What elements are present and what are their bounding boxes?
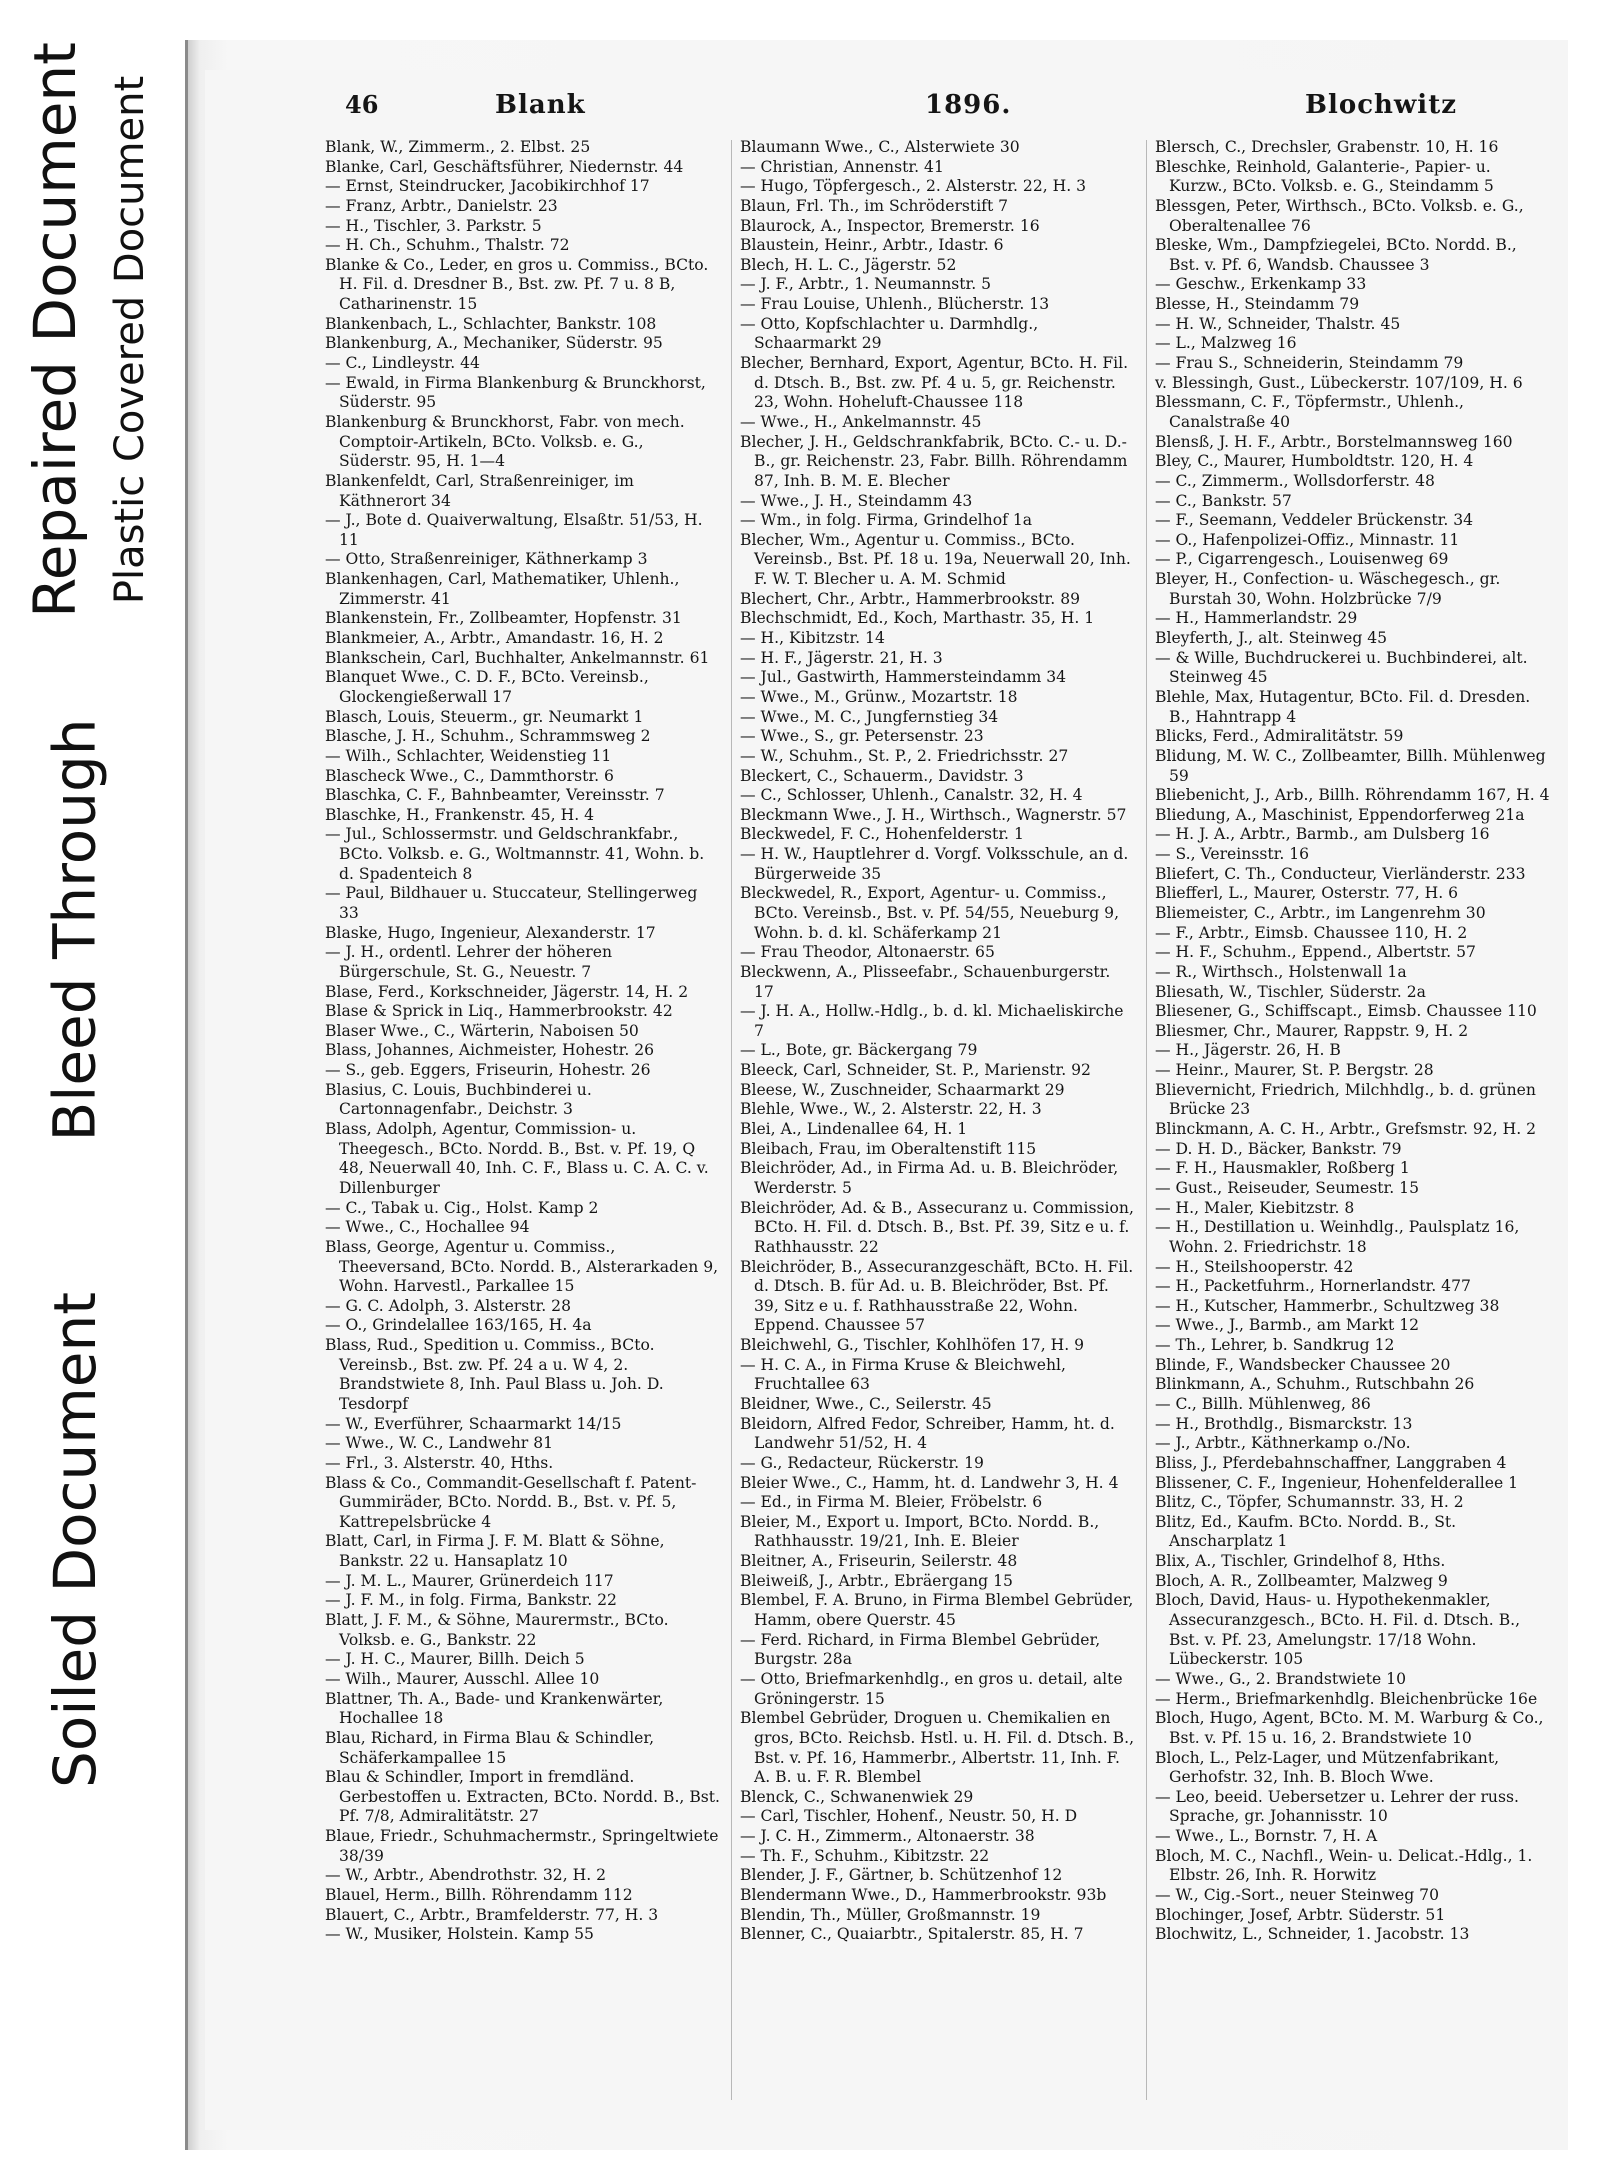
directory-entry: Bleichwehl, G., Tischler, Kohlhöfen 17, H. 9	[740, 1336, 1085, 1355]
directory-entry: — W., Everführer, Schaarmarkt 14/15	[325, 1414, 622, 1433]
directory-entry: Bleyer, H., Confection- u. Wäschegesch., gr. Burstah 30, Wohn. Holzbrücke 7/9	[1155, 570, 1501, 608]
directory-entry: Bloch, M. C., Nachfl., Wein- u. Delicat.-Hdlg., 1. Elbstr. 26, Inh. R. Horwitz	[1155, 1846, 1533, 1885]
directory-entry: — H., Tischler, 3. Parkstr. 5	[325, 216, 542, 235]
directory-entry: Blass, George, Agentur u. Commiss., Theeversand, BCto. Nordd. B., Alsterarkaden 9, Wohn. Harvestl., Parkallee 15	[325, 1237, 719, 1296]
directory-entry: — R., Wirthsch., Holstenwall 1a	[1155, 962, 1407, 981]
directory-entry: Blascheck Wwe., C., Dammthorstr. 6	[325, 766, 614, 785]
directory-entry: Bliesener, G., Schiffscapt., Eimsb. Chaussee 110	[1155, 1002, 1537, 1021]
directory-entry: — Jul., Schlossermstr. und Geldschrankfabr., BCto. Volksb. e. G., Woltmannstr. 41, Wohn. b. d. Spadenteich 8	[325, 825, 705, 883]
directory-entry: — Paul, Bildhauer u. Stuccateur, Stellingerweg 33	[325, 884, 698, 922]
directory-entry: — W., Musiker, Holstein. Kamp 55	[325, 1925, 594, 1944]
directory-entry: Blehle, Wwe., W., 2. Alsterstr. 22, H. 3	[740, 1100, 1042, 1119]
directory-entry: Bleckwedel, R., Export, Agentur- u. Commiss., BCto. Vereinsb., Bst. v. Pf. 54/55, Neueburg 9, Wohn. b. d. kl. Schäferkamp 21	[740, 884, 1120, 942]
directory-entry: — H., Maler, Kiebitzstr. 8	[1155, 1198, 1355, 1217]
directory-entry: Bleitner, A., Friseurin, Seilerstr. 48	[740, 1552, 1018, 1571]
page-number: 46	[345, 90, 379, 119]
label-soiled-document: Soiled Document	[41, 1292, 110, 1788]
directory-entry: — Wwe., J., Barmb., am Markt 12	[1155, 1316, 1420, 1335]
directory-entry: Bleschke, Reinhold, Galanterie-, Papier- u. Kurzw., BCto. Volksb. e. G., Steindamm 5	[1155, 157, 1494, 196]
directory-entry: Blankenburg & Brunckhorst, Fabr. von mech. Comptoir-Artikeln, BCto. Volksb. e. G., Süderstr. 95, H. 1—4	[325, 412, 685, 471]
directory-entry: — Carl, Tischler, Hohenf., Neustr. 50, H. D	[740, 1807, 1078, 1826]
directory-entry: — S., geb. Eggers, Friseurin, Hohestr. 26	[325, 1061, 651, 1080]
directory-entry: — W., Arbtr., Abendrothstr. 32, H. 2	[325, 1866, 607, 1885]
directory-entry: Blessmann, C. F., Töpfermstr., Uhlenh., Canalstraße 40	[1155, 393, 1465, 431]
directory-entry: Bliemeister, C., Arbtr., im Langenrehm 30	[1155, 903, 1486, 922]
directory-entry: — H., Brothdlg., Bismarckstr. 13	[1155, 1414, 1413, 1433]
directory-entry: Blembel Gebrüder, Droguen u. Chemikalien en gros, BCto. Reichsb. Hstl. u. H. Fil. d. Dtsch. B., Bst. v. Pf. 16, Hammerbr., Albertstr. 11, Inh. F. A. B. u. F. R. Blembel	[740, 1709, 1135, 1787]
directory-entry: Bliefferl, L., Maurer, Osterstr. 77, H. 6	[1155, 884, 1459, 903]
directory-entry: Bloch, Hugo, Agent, BCto. M. M. Warburg & Co., Bst. v. Pf. 15 u. 16, 2. Brandstwiete 10	[1155, 1709, 1544, 1747]
directory-entry: Bliss, J., Pferdebahnschaffner, Langgraben 4	[1155, 1453, 1507, 1472]
directory-entry: — L., Malzweg 16	[1155, 334, 1297, 353]
directory-entry: Blauel, Herm., Billh. Röhrendamm 112	[325, 1886, 633, 1905]
directory-entry: Blei, A., Lindenallee 64, H. 1	[740, 1120, 968, 1139]
directory-entry: — Wilh., Schlachter, Weidenstieg 11	[325, 746, 612, 765]
directory-entry: Blank, W., Zimmerm., 2. Elbst. 25	[325, 138, 591, 156]
directory-entry: Bloch, David, Haus- u. Hypothekenmakler, Assecuranzgesch., BCto. H. Fil. d. Dtsch. B., Bst. v. Pf. 23, Amelungstr. 17/18 Wohn. Lübeckerstr. 105	[1155, 1591, 1521, 1669]
directory-entry: — H. F., Schuhm., Eppend., Albertstr. 57	[1155, 943, 1476, 962]
directory-entry: — C., Lindleystr. 44	[325, 354, 480, 373]
directory-entry: — Frl., 3. Alsterstr. 40, Hths.	[325, 1453, 554, 1472]
directory-entry: — D. H. D., Bäcker, Bankstr. 79	[1155, 1139, 1402, 1158]
directory-entry: Blesse, H., Steindamm 79	[1155, 295, 1360, 314]
directory-entry: Blanquet Wwe., C. D. F., BCto. Vereinsb., Glockengießerwall 17	[325, 668, 649, 706]
directory-entry: — Hugo, Töpfergesch., 2. Alsterstr. 22, H. 3	[740, 177, 1087, 196]
directory-entry: Blensß, J. H. F., Arbtr., Borstelmannsweg 160	[1155, 432, 1513, 451]
directory-entry: Blidung, M. W. C., Zollbeamter, Billh. Mühlenweg 59	[1155, 746, 1546, 785]
directory-entry: — C., Schlosser, Uhlenh., Canalstr. 32, H. 4	[740, 786, 1083, 805]
directory-entry: Blasche, J. H., Schuhm., Schrammsweg 2	[325, 727, 651, 746]
directory-entry: — Otto, Briefmarkenhdlg., en gros u. detail, alte Gröningerstr. 15	[740, 1669, 1123, 1708]
directory-entry: — H. W., Schneider, Thalstr. 45	[1155, 314, 1401, 333]
directory-entry: Blaumann Wwe., C., Alsterwiete 30	[740, 138, 1020, 156]
directory-entry: — Geschw., Erkenkamp 33	[1155, 275, 1367, 294]
directory-entry: Blendermann Wwe., D., Hammerbrookstr. 93b	[740, 1886, 1107, 1905]
directory-entry: Blanke & Co., Leder, en gros u. Commiss., BCto. H. Fil. d. Dresdner B., Bst. zw. Pf. 7 u. 8 B, Catharinenstr. 15	[325, 255, 709, 314]
directory-entry: Blendin, Th., Müller, Großmannstr. 19	[740, 1905, 1041, 1924]
directory-entry: — Wwe., C., Hochallee 94	[325, 1218, 530, 1237]
directory-entry: Bleichröder, B., Assecuranzgeschäft, BCto. H. Fil. d. Dtsch. B. für Ad. u. B. Bleichröder, Bst. Pf. 39, Sitz e u. f. Rathhausstraße 22, Wohn. Eppend. Chaussee 57	[740, 1257, 1134, 1335]
directory-entry: Bloch, L., Pelz-Lager, und Mützenfabrikant, Gerhofstr. 32, Inh. B. Bloch Wwe.	[1155, 1748, 1500, 1787]
directory-entry: — J. H. C., Maurer, Billh. Deich 5	[325, 1650, 585, 1669]
directory-entry: Bleese, W., Zuschneider, Schaarmarkt 29	[740, 1080, 1065, 1099]
directory-entry: Blass, Johannes, Aichmeister, Hohestr. 26	[325, 1041, 655, 1060]
directory-entry: Blaue, Friedr., Schuhmachermstr., Springeltwiete 38/39	[325, 1827, 719, 1865]
header-right-word: Blochwitz	[1305, 90, 1457, 120]
directory-page	[205, 70, 1550, 2130]
directory-entry: Blersch, C., Drechsler, Grabenstr. 10, H. 16	[1155, 138, 1499, 156]
defect-label-panel	[0, 42, 180, 2150]
directory-entry: Blau, Richard, in Firma Blau & Schindler, Schäferkampallee 15	[325, 1728, 655, 1767]
directory-entry: — Gust., Reiseuder, Seumestr. 15	[1155, 1178, 1420, 1197]
page-header	[205, 90, 1550, 134]
column-3	[1155, 138, 1550, 1945]
directory-entry: — S., Vereinsstr. 16	[1155, 845, 1310, 864]
directory-entry: Blochinger, Josef, Arbtr. Süderstr. 51	[1155, 1905, 1446, 1924]
column-2	[740, 138, 1135, 1945]
directory-entry: Blasch, Louis, Steuerm., gr. Neumarkt 1	[325, 707, 644, 726]
directory-entry: Bleibach, Frau, im Oberaltenstift 115	[740, 1139, 1037, 1158]
directory-entry: — Wwe., M. C., Jungfernstieg 34	[740, 707, 999, 726]
directory-entry: Blenner, C., Quaiarbtr., Spitalerstr. 85, H. 7	[740, 1925, 1084, 1944]
directory-entry: — H., Destillation u. Weinhdlg., Paulsplatz 16, Wohn. 2. Friedrichstr. 18	[1155, 1218, 1520, 1256]
directory-entry: Blecher, J. H., Geldschrankfabrik, BCto. C.- u. D.-B., gr. Reichenstr. 23, Fabr. Billh. Röhrendamm 87, Inh. B. M. E. Blecher	[740, 432, 1128, 490]
directory-entry: Bleckwenn, A., Plisseefabr., Schauenburgerstr. 17	[740, 962, 1111, 1001]
directory-entry: Blauert, C., Arbtr., Bramfelderstr. 77, H. 3	[325, 1905, 659, 1924]
directory-entry: Blinde, F., Wandsbecker Chaussee 20	[1155, 1355, 1451, 1374]
directory-entry: Blankenburg, A., Mechaniker, Süderstr. 95	[325, 334, 663, 353]
label-repaired-document: Repaired Document	[21, 42, 89, 618]
directory-entry: — G., Redacteur, Rückerstr. 19	[740, 1453, 984, 1472]
directory-entry: — J. C. H., Zimmerm., Altonaerstr. 38	[740, 1827, 1035, 1846]
directory-entry: Bliebenicht, J., Arb., Billh. Röhrendamm 167, H. 4	[1155, 786, 1550, 805]
directory-entry: — P., Cigarrengesch., Louisenweg 69	[1155, 550, 1449, 569]
directory-entry: Blass, Rud., Spedition u. Commiss., BCto. Vereinsb., Bst. zw. Pf. 24 a u. W 4, 2. Brandstwiete 8, Inh. Paul Blass u. Joh. D. Tesdorpf	[325, 1336, 664, 1413]
directory-entry: Blankenstein, Fr., Zollbeamter, Hopfenstr. 31	[325, 609, 682, 628]
directory-entry: — J., Arbtr., Käthnerkamp o./No.	[1155, 1434, 1411, 1453]
directory-entry: Bleckert, C., Schauerm., Davidstr. 3	[740, 766, 1024, 785]
directory-entry: — Otto, Kopfschlachter u. Darmhdlg., Schaarmarkt 29	[740, 314, 1039, 353]
column-divider	[1146, 140, 1147, 2100]
directory-entry: — Ed., in Firma M. Bleier, Fröbelstr. 6	[740, 1493, 1043, 1512]
directory-entry: Blanke, Carl, Geschäftsführer, Niedernstr. 44	[325, 157, 684, 176]
directory-entry: — H., Steilshooperstr. 42	[1155, 1257, 1354, 1276]
directory-entry: — F., Arbtr., Eimsb. Chaussee 110, H. 2	[1155, 923, 1468, 942]
directory-entry: Blankenhagen, Carl, Mathematiker, Uhlenh., Zimmerstr. 41	[325, 570, 680, 608]
directory-entry: Bliesath, W., Tischler, Süderstr. 2a	[1155, 982, 1426, 1001]
directory-entry: Blix, A., Tischler, Grindelhof 8, Hths.	[1155, 1552, 1446, 1571]
directory-entry: — C., Bankstr. 57	[1155, 491, 1292, 510]
directory-entry: — J. F. M., in folg. Firma, Bankstr. 22	[325, 1591, 617, 1610]
directory-entry: — Frau Louise, Uhlenh., Blücherstr. 13	[740, 295, 1050, 314]
directory-entry: — W., Cig.-Sort., neuer Steinweg 70	[1155, 1886, 1440, 1905]
directory-entry: — Th. F., Schuhm., Kibitzstr. 22	[740, 1846, 990, 1865]
directory-entry: — Wwe., G., 2. Brandstwiete 10	[1155, 1669, 1406, 1688]
directory-entry: Bleichröder, Ad., in Firma Ad. u. B. Bleichröder, Werderstr. 5	[740, 1159, 1119, 1197]
directory-entry: — O., Hafenpolizei-Offiz., Minnastr. 11	[1155, 530, 1460, 549]
directory-entry: Bleier, M., Export u. Import, BCto. Nordd. B., Rathhausstr. 19/21, Inh. E. Bleier	[740, 1512, 1100, 1551]
directory-entry: — Wwe., M., Grünw., Mozartstr. 18	[740, 687, 1018, 706]
directory-entry: Blechschmidt, Ed., Koch, Marthastr. 35, H. 1	[740, 609, 1095, 628]
directory-entry: Bleiweiß, J., Arbtr., Ebräergang 15	[740, 1571, 1013, 1590]
directory-entry: — Otto, Straßenreiniger, Käthnerkamp 3	[325, 550, 648, 569]
directory-entry: Blinckmann, A. C. H., Arbtr., Grefsmstr. 92, H. 2	[1155, 1120, 1537, 1139]
directory-entry: — F. H., Hausmakler, Roßberg 1	[1155, 1159, 1410, 1178]
directory-entry: — Ferd. Richard, in Firma Blembel Gebrüder, Burgstr. 28a	[740, 1630, 1101, 1669]
directory-entry: Bloch, A. R., Zollbeamter, Malzweg 9	[1155, 1571, 1448, 1590]
directory-entry: — Wwe., S., gr. Petersenstr. 23	[740, 727, 984, 746]
directory-entry: Blass, Adolph, Agentur, Commission- u. Theegesch., BCto. Nordd. B., Bst. v. Pf. 19, Q 48, Neuerwall 40, Inh. C. F., Blass u. C. A. C. v. Dillenburger	[325, 1120, 709, 1197]
directory-entry: — J. F., Arbtr., 1. Neumannstr. 5	[740, 275, 992, 294]
directory-entry: — H. C. A., in Firma Kruse & Bleichwehl, Fruchtallee 63	[740, 1355, 1066, 1394]
directory-entry: Bleidner, Wwe., C., Seilerstr. 45	[740, 1395, 992, 1413]
directory-entry: Blaurock, A., Inspector, Bremerstr. 16	[740, 216, 1040, 235]
directory-entry: — H., Kibitzstr. 14	[740, 629, 885, 648]
directory-entry: Blechert, Chr., Arbtr., Hammerbrookstr. 89	[740, 589, 1081, 608]
directory-entry: — Frau S., Schneiderin, Steindamm 79	[1155, 354, 1464, 373]
directory-entry: Bley, C., Maurer, Humboldtstr. 120, H. 4	[1155, 452, 1474, 471]
directory-entry: Blecher, Bernhard, Export, Agentur, BCto. H. Fil. d. Dtsch. B., Bst. zw. Pf. 4 u. 5, gr. Reichenstr. 23, Wohn. Hoheluft-Chaussee 118	[740, 354, 1129, 412]
directory-entry: Blitz, C., Töpfer, Schumannstr. 33, H. 2	[1155, 1493, 1464, 1512]
directory-entry: — J. H. A., Hollw.-Hdlg., b. d. kl. Michaeliskirche 7	[740, 1002, 1124, 1040]
directory-entry: — H. Ch., Schuhm., Thalstr. 72	[325, 236, 570, 255]
directory-entry: Blenck, C., Schwanenwiek 29	[740, 1787, 974, 1806]
directory-entry: — & Wille, Buchdruckerei u. Buchbinderei, alt. Steinweg 45	[1155, 648, 1528, 687]
directory-entry: — Jul., Gastwirth, Hammersteindamm 34	[740, 668, 1067, 687]
label-bleed-through: Bleed Through	[41, 718, 110, 1142]
directory-entry: — Heinr., Maurer, St. P. Bergstr. 28	[1155, 1061, 1434, 1080]
directory-entry: Blau & Schindler, Import in fremdländ. Gerbestoffen u. Extracten, BCto. Nordd. B., Bst. Pf. 7/8, Admiralitätstr. 27	[325, 1768, 721, 1826]
directory-entry: Blehle, Max, Hutagentur, BCto. Fil. d. Dresden. B., Hahntrapp 4	[1155, 687, 1531, 726]
directory-entry: Bliefert, C. Th., Conducteur, Vierländerstr. 233	[1155, 864, 1526, 883]
directory-entry: Bleeck, Carl, Schneider, St. P., Marienstr. 92	[740, 1061, 1091, 1080]
directory-entry: Blitz, Ed., Kaufm. BCto. Nordd. B., St. Anscharplatz 1	[1155, 1512, 1457, 1551]
directory-entry: — Leo, beeid. Uebersetzer u. Lehrer der russ. Sprache, gr. Johannisstr. 10	[1155, 1787, 1519, 1826]
directory-entry: Blankmeier, A., Arbtr., Amandastr. 16, H. 2	[325, 629, 664, 648]
directory-entry: Blaschke, H., Frankenstr. 45, H. 4	[325, 805, 595, 824]
directory-entry: — H., Hammerlandstr. 29	[1155, 609, 1358, 628]
directory-entry: Blasius, C. Louis, Buchbinderei u. Cartonnagenfabr., Deichstr. 3	[325, 1080, 592, 1119]
directory-entry: — Th., Lehrer, b. Sandkrug 12	[1155, 1336, 1395, 1355]
directory-entry: — Wwe., L., Bornstr. 7, H. A	[1155, 1827, 1378, 1846]
directory-entry: — Ernst, Steindrucker, Jacobikirchhof 17	[325, 177, 650, 196]
directory-entry: Bleske, Wm., Dampfziegelei, BCto. Nordd. B., Bst. v. Pf. 6, Wandsb. Chaussee 3	[1155, 236, 1517, 274]
column-divider	[731, 140, 732, 2100]
directory-entry: Bleidorn, Alfred Fedor, Schreiber, Hamm, ht. d. Landwehr 51/52, H. 4	[740, 1414, 1115, 1453]
directory-entry: Blinkmann, A., Schuhm., Rutschbahn 26	[1155, 1375, 1475, 1394]
directory-entry: — Herm., Briefmarkenhdlg. Bleichenbrücke 16e	[1155, 1689, 1538, 1708]
directory-entry: — Wwe., W. C., Landwehr 81	[325, 1434, 554, 1453]
directory-entry: — J., Bote d. Quaiverwaltung, Elsaßtr. 51/53, H. 11	[325, 511, 703, 549]
directory-entry: Blass & Co., Commandit-Gesellschaft f. Patent-Gummiräder, BCto. Nordd. B., Bst. v. Pf. 5, Kattrepelsbrücke 4	[325, 1473, 697, 1531]
directory-entry: Blecher, Wm., Agentur u. Commiss., BCto. Vereinsb., Bst. Pf. 18 u. 19a, Neuerwall 20, Inh. F. W. T. Blecher u. A. M. Schmid	[740, 530, 1131, 589]
directory-entry: Blattner, Th. A., Bade- und Krankenwärter, Hochallee 18	[325, 1689, 664, 1728]
directory-entry: — C., Zimmerm., Wollsdorferstr. 48	[1155, 471, 1435, 490]
directory-entry: Blessgen, Peter, Wirthsch., BCto. Volksb. e. G., Oberaltenallee 76	[1155, 196, 1524, 235]
directory-entry: — H., Kutscher, Hammerbr., Schultzweg 38	[1155, 1296, 1500, 1315]
directory-entry: Blaschka, C. F., Bahnbeamter, Vereinsstr. 7	[325, 786, 665, 805]
directory-entry: Blaun, Frl. Th., im Schröderstift 7	[740, 196, 1009, 215]
directory-entry: Blembel, F. A. Bruno, in Firma Blembel Gebrüder, Hamm, obere Querstr. 45	[740, 1591, 1134, 1630]
directory-entry: — Wwe., J. H., Steindamm 43	[740, 491, 973, 510]
directory-entry: — W., Schuhm., St. P., 2. Friedrichsstr. 27	[740, 746, 1069, 765]
directory-entry: Blech, H. L. C., Jägerstr. 52	[740, 255, 957, 274]
directory-entry: Blender, J. F., Gärtner, b. Schützenhof 12	[740, 1866, 1063, 1885]
directory-entry: Blankenbach, L., Schlachter, Bankstr. 108	[325, 314, 657, 333]
directory-entry: — C., Tabak u. Cig., Holst. Kamp 2	[325, 1198, 599, 1217]
column-1	[325, 138, 720, 1945]
directory-entry: — H. J. A., Arbtr., Barmb., am Dulsberg 16	[1155, 825, 1490, 844]
directory-entry: — F., Seemann, Veddeler Brückenstr. 34	[1155, 511, 1474, 530]
directory-entry: — Frau Theodor, Altonaerstr. 65	[740, 943, 995, 962]
directory-entry: — Christian, Annenstr. 41	[740, 157, 944, 176]
directory-entry: — L., Bote, gr. Bäckergang 79	[740, 1041, 978, 1060]
directory-entry: Blaustein, Heinr., Arbtr., Idastr. 6	[740, 236, 1004, 255]
directory-entry: Blaser Wwe., C., Wärterin, Naboisen 50	[325, 1021, 639, 1040]
directory-entry: — G. C. Adolph, 3. Alsterstr. 28	[325, 1296, 572, 1315]
directory-entry: Bleier Wwe., C., Hamm, ht. d. Landwehr 3, H. 4	[740, 1473, 1119, 1492]
header-year: 1896.	[925, 90, 1012, 120]
directory-entry: Blankschein, Carl, Buchhalter, Ankelmannstr. 61	[325, 648, 710, 667]
directory-entry: Blase, Ferd., Korkschneider, Jägerstr. 14, H. 2	[325, 982, 689, 1001]
directory-entry: Bleyferth, J., alt. Steinweg 45	[1155, 629, 1388, 648]
directory-entry: — H. F., Jägerstr. 21, H. 3	[740, 648, 943, 667]
directory-entry: Blaske, Hugo, Ingenieur, Alexanderstr. 17	[325, 923, 656, 942]
directory-entry: — H., Jägerstr. 26, H. B	[1155, 1041, 1341, 1060]
directory-entry: Bleckmann Wwe., J. H., Wirthsch., Wagnerstr. 57	[740, 805, 1127, 824]
directory-entry: v. Blessingh, Gust., Lübeckerstr. 107/109, H. 6	[1155, 373, 1523, 392]
directory-entry: — Ewald, in Firma Blankenburg & Brunckhorst, Süderstr. 95	[325, 373, 706, 412]
directory-entry: — Wm., in folg. Firma, Grindelhof 1a	[740, 511, 1033, 530]
directory-entry: Blatt, Carl, in Firma J. F. M. Blatt & Söhne, Bankstr. 22 u. Hansaplatz 10	[325, 1532, 665, 1571]
directory-entry: — O., Grindelallee 163/165, H. 4a	[325, 1316, 592, 1335]
directory-entry: — J. M. L., Maurer, Grünerdeich 117	[325, 1571, 614, 1590]
directory-entry: Blicks, Ferd., Admiralitätstr. 59	[1155, 727, 1404, 746]
header-left-word: Blank	[495, 90, 586, 120]
directory-entry: — C., Billh. Mühlenweg, 86	[1155, 1395, 1371, 1413]
directory-entry: Blase & Sprick in Liq., Hammerbrookstr. 42	[325, 1002, 673, 1021]
directory-entry: — Franz, Arbtr., Danielstr. 23	[325, 196, 558, 215]
directory-entry: — Wwe., H., Ankelmannstr. 45	[740, 412, 982, 431]
directory-entry: — H., Packetfuhrm., Hornerlandstr. 477	[1155, 1277, 1471, 1296]
directory-entry: Bleichröder, Ad. & B., Assecuranz u. Commission, BCto. H. Fil. d. Dtsch. B., Bst. Pf. 39, Sitz e u. f. Rathhausstr. 22	[740, 1198, 1134, 1256]
directory-entry: Blievernicht, Friedrich, Milchhdlg., b. d. grünen Brücke 23	[1155, 1080, 1536, 1119]
directory-entry: Bliedung, A., Maschinist, Eppendorferweg 21a	[1155, 805, 1525, 824]
directory-entry: Bleckwedel, F. C., Hohenfelderstr. 1	[740, 825, 1024, 844]
directory-entry: Blatt, J. F. M., & Söhne, Maurermstr., BCto. Volksb. e. G., Bankstr. 22	[325, 1611, 669, 1649]
directory-entry: Blankenfeldt, Carl, Straßenreiniger, im Käthnerort 34	[325, 471, 634, 510]
directory-entry: Bliesmer, Chr., Maurer, Rappstr. 9, H. 2	[1155, 1021, 1469, 1040]
directory-entry: — H. W., Hauptlehrer d. Vorgf. Volksschule, an d. Bürgerweide 35	[740, 845, 1129, 883]
label-plastic-covered-document: Plastic Covered Document	[107, 75, 153, 605]
directory-entry: Blissener, C. F., Ingenieur, Hohenfelderallee 1	[1155, 1473, 1519, 1492]
directory-entry: — Wilh., Maurer, Ausschl. Allee 10	[325, 1669, 600, 1688]
directory-entry: Blochwitz, L., Schneider, 1. Jacobstr. 13	[1155, 1925, 1470, 1944]
directory-entry: — J. H., ordentl. Lehrer der höheren Bürgerschule, St. G., Neuestr. 7	[325, 943, 613, 981]
